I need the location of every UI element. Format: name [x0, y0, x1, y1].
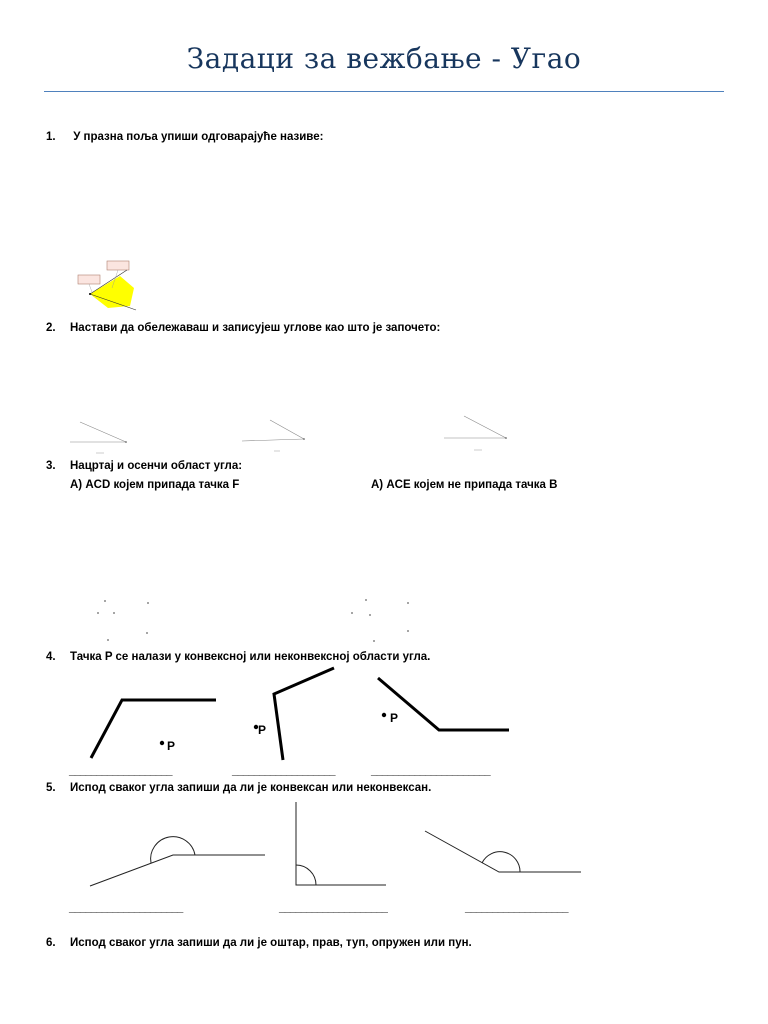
question-4-text: Тачка P се налази у конвексној или неконвексној области угла. [70, 651, 431, 663]
q3-part-b: А) ACE којем не припада тачка B [371, 479, 558, 491]
question-5 [46, 782, 431, 794]
answer-line-q4-3[interactable]: ______________________ [371, 765, 490, 777]
page-title: Задаци за вежбање - Угао [186, 42, 582, 75]
angle-diagram-q1 [72, 258, 152, 318]
angle-sketch-q2-1 [68, 418, 138, 458]
question-3 [46, 460, 242, 472]
question-3-text: Нацртај и осенчи област угла: [70, 460, 243, 472]
title-divider [44, 91, 724, 92]
point-p-label-1: P [167, 739, 176, 753]
points-sketch-q3a [90, 595, 160, 645]
answer-line-q5-2[interactable]: ____________________ [279, 902, 387, 914]
point-p-label-2: P [258, 723, 267, 737]
angle-q4-3 [365, 668, 520, 738]
question-2-number: 2. [46, 322, 56, 334]
q3-part-a: А) ACD којем припада тачка F [70, 479, 240, 491]
angle-q5-1 [85, 825, 270, 890]
points-sketch-q3b [340, 593, 420, 648]
angle-q5-3 [420, 825, 585, 880]
question-6-text: Испод сваког угла запиши да ли је оштар, прав, туп, опружен или пун. [70, 937, 472, 949]
point-p-label-3: P [390, 711, 399, 725]
question-6-number: 6. [46, 937, 56, 949]
angle-q5-2 [290, 800, 390, 890]
question-2 [46, 322, 440, 334]
answer-line-q5-3[interactable]: ___________________ [465, 902, 568, 914]
angle-sketch-q2-3 [442, 412, 517, 454]
question-6 [46, 937, 472, 949]
question-5-text: Испод сваког угла запиши да ли је конвексан или неконвексан. [70, 782, 432, 794]
question-3-number: 3. [46, 460, 56, 472]
answer-line-q5-1[interactable]: _____________________ [69, 902, 183, 914]
question-1-number: 1. [46, 131, 56, 143]
question-1 [46, 131, 323, 143]
question-2-text: Настави да обележаваш и записујеш углове као што је започето: [70, 322, 441, 334]
answer-line-q4-1[interactable]: ___________________ [69, 765, 172, 777]
question-4-number: 4. [46, 651, 56, 663]
question-1-text: У празна поља упиши одговарајуће називе: [70, 131, 324, 143]
answer-line-q4-2[interactable]: ___________________ [232, 765, 335, 777]
question-4 [46, 651, 430, 663]
question-5-number: 5. [46, 782, 56, 794]
angle-q4-1 [80, 690, 225, 770]
angle-q4-2 [250, 660, 345, 765]
angle-sketch-q2-2 [240, 415, 315, 455]
